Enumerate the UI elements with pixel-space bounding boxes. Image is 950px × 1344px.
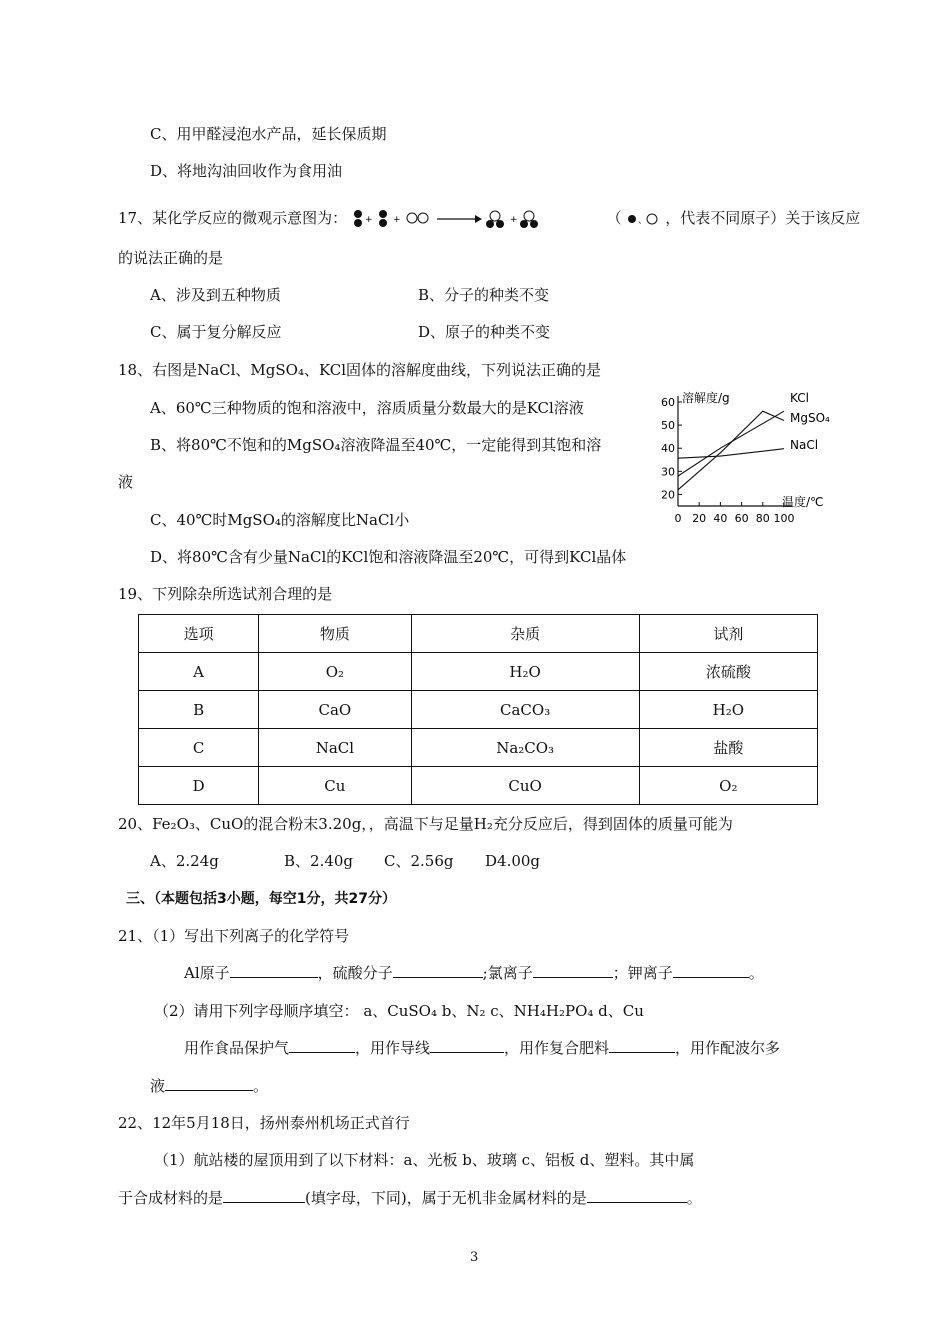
q18-option-a: A、60℃三种物质的饱和溶液中，溶质质量分数最大的是KCl溶液 xyxy=(150,399,584,417)
answer-blank[interactable] xyxy=(673,963,749,978)
q17-option-a: A、涉及到五种物质 xyxy=(150,286,281,304)
table-cell: O₂ xyxy=(639,767,817,805)
svg-text:+: + xyxy=(509,215,518,225)
answer-blank[interactable] xyxy=(533,963,613,978)
table-row xyxy=(139,691,818,729)
q22-part1: （1）航站楼的屋顶用到了以下材料：a、光板 b、玻璃 c、铝板 d、塑料。其中属 xyxy=(154,1151,695,1169)
table-cell: D xyxy=(139,767,259,805)
header-cell: 杂质 xyxy=(411,615,639,653)
table-row xyxy=(139,729,818,767)
answer-blank[interactable] xyxy=(165,1076,253,1091)
svg-text:+: + xyxy=(364,215,373,225)
header-cell: 试剂 xyxy=(639,615,817,653)
table-header-row xyxy=(139,615,818,653)
q17-option-c: C、属于复分解反应 xyxy=(150,323,282,341)
q20-stem: 20、Fe₂O₃、CuO的混合粉末3.20g，，高温下与足量H₂充分反应后，得到固体的质量可能为 xyxy=(118,815,733,833)
answer-blank[interactable] xyxy=(393,963,483,978)
table-cell: H₂O xyxy=(411,653,639,691)
answer-blank[interactable] xyxy=(223,1188,305,1203)
q16-option-d: D、将地沟油回收作为食用油 xyxy=(150,162,343,180)
x-tick-label: 40 xyxy=(713,512,728,525)
table-row xyxy=(139,653,818,691)
q20-option-b: B、2.40g xyxy=(284,852,354,870)
reagent-table xyxy=(138,614,818,805)
x-tick-label: 0 xyxy=(674,512,682,525)
table-cell: NaCl xyxy=(259,729,411,767)
answer-blank[interactable] xyxy=(430,1038,504,1053)
q18-stem: 18、右图是NaCl、MgSO₄、KCl固体的溶解度曲线，下列说法正确的是 xyxy=(118,361,602,379)
q20-option-a: A、2.24g xyxy=(150,852,219,870)
legend-label: KCl xyxy=(790,391,809,405)
q20-option-c: C、2.56g xyxy=(384,852,454,870)
table-cell: C xyxy=(139,729,259,767)
x-axis-label: 温度/℃ xyxy=(782,495,824,509)
y-tick-label: 60 xyxy=(661,396,675,409)
q17-option-d: D、原子的种类不变 xyxy=(418,323,551,341)
q21-part1: 21、（1）写出下列离子的化学符号 xyxy=(118,927,350,945)
page-number: 3 xyxy=(470,1250,479,1265)
table-cell: 盐酸 xyxy=(639,729,817,767)
atom-legend xyxy=(626,211,660,227)
q20-option-d: D4.00g xyxy=(485,852,541,870)
x-tick-label: 100 xyxy=(773,512,795,525)
q22-stem: 22、12年5月18日，扬州泰州机场正式首行 xyxy=(118,1114,410,1132)
table-cell: Na₂CO₃ xyxy=(411,729,639,767)
table-cell: O₂ xyxy=(259,653,411,691)
solubility-chart xyxy=(652,386,842,528)
series-line-kcl xyxy=(678,411,784,476)
answer-blank[interactable] xyxy=(230,963,318,978)
q17-option-b: B、分子的种类不变 xyxy=(418,286,550,304)
x-tick-label: 80 xyxy=(755,512,770,525)
q17-stem: 17、某化学反应的微观示意图为： + + + （ 、 ，代表不同原子）关于该反应 xyxy=(118,208,860,230)
q19-stem: 19、下列除杂所选试剂合理的是 xyxy=(118,585,333,603)
table-cell: Cu xyxy=(259,767,411,805)
header-cell: 选项 xyxy=(139,615,259,653)
y-tick-label: 30 xyxy=(661,465,675,479)
svg-text:+: + xyxy=(392,215,401,225)
q21-part2: （2）请用下列字母顺序填空： a、CuSO₄ b、N₂ c、NH₄H₂PO₄ d、Cu xyxy=(154,1002,644,1020)
q21-part2-cont: 液 。 xyxy=(150,1077,269,1095)
y-tick-label: 20 xyxy=(661,488,675,502)
q18-option-d: D、将80℃含有少量NaCl的KCl饱和溶液降温至20℃，可得到KCl晶体 xyxy=(150,548,627,566)
y-axis-label: 溶解度/g xyxy=(682,391,730,405)
table-cell: B xyxy=(139,691,259,729)
q18-option-b: B、将80℃不饱和的MgSO₄溶液降温至40℃，一定能得到其饱和溶 xyxy=(150,436,602,454)
q18-option-b-cont: 液 xyxy=(118,473,134,491)
q21-part2-blanks: 用作食品保护气 ，用作导线 ，用作复合肥料 ，用作配波尔多 xyxy=(184,1039,781,1057)
table-cell: 浓硫酸 xyxy=(639,653,817,691)
x-tick-label: 60 xyxy=(734,512,749,525)
table-cell: CaO xyxy=(259,691,411,729)
answer-blank[interactable] xyxy=(289,1038,355,1053)
q21-part1-blanks: Al原子 ，硫酸分子 ;氯离子 ；钾离子 。 xyxy=(184,964,764,982)
table-cell: CaCO₃ xyxy=(411,691,639,729)
table-cell: A xyxy=(139,653,259,691)
table-row xyxy=(139,767,818,805)
section-heading: 三、（本题包括3小题，每空1分，共27分） xyxy=(126,891,396,907)
q16-option-c: C、用甲醛浸泡水产品，延长保质期 xyxy=(150,125,387,143)
x-tick-label: 20 xyxy=(692,512,707,525)
reaction-diagram xyxy=(352,208,602,230)
q17-stem-cont: 的说法正确的是 xyxy=(118,249,224,267)
header-cell: 物质 xyxy=(259,615,411,653)
series-line-nacl xyxy=(678,449,784,459)
q18-option-c: C、40℃时MgSO₄的溶解度比NaCl小 xyxy=(150,511,410,529)
answer-blank[interactable] xyxy=(609,1038,675,1053)
q22-part1-cont: 于合成材料的是 (填字母，下同)，属于无机非金属材料的是 。 xyxy=(118,1189,702,1207)
legend-label: MgSO₄ xyxy=(790,411,830,425)
answer-blank[interactable] xyxy=(587,1188,687,1203)
legend-label: NaCl xyxy=(790,438,819,452)
svg-text:、: 、 xyxy=(638,216,648,226)
table-cell: H₂O xyxy=(639,691,817,729)
y-tick-label: 50 xyxy=(661,419,675,433)
table-cell: CuO xyxy=(411,767,639,805)
y-tick-label: 40 xyxy=(661,442,675,456)
